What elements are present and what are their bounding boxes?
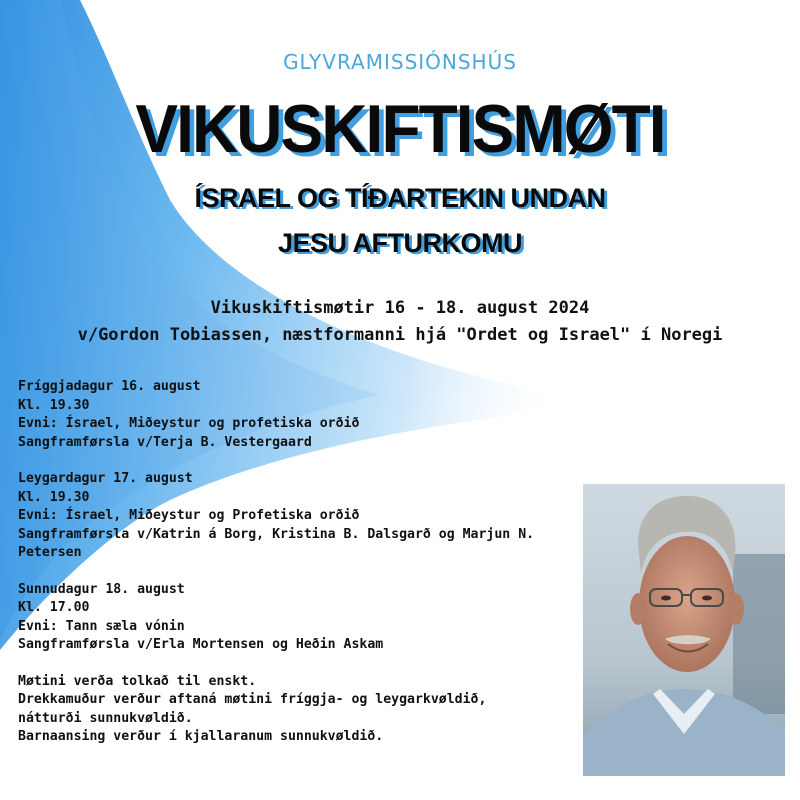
note-line: Møtini verða tolkað til enskt.: [18, 673, 257, 689]
day-music: Sangframførsla v/Terja B. Vestergaard: [18, 434, 312, 450]
notes-block: [18, 673, 578, 747]
subtitle-line-1: ÍSRAEL OG TÍÐARTEKIN UNDAN: [194, 183, 606, 213]
day-time: Kl. 19.30: [18, 397, 90, 413]
venue-name: GLYVRAMISSIÓNSHÚS: [283, 50, 517, 74]
note-line: nátturði sunnukvøldið.: [18, 710, 193, 726]
schedule: [18, 378, 578, 765]
day-heading: Sunnudagur 18. august: [18, 581, 185, 597]
subtitle-line-2: JESU AFTURKOMU: [277, 228, 522, 258]
day-music: Sangframførsla v/Katrin á Borg, Kristina B. Dalsgarð og Marjun N. Petersen: [18, 526, 543, 560]
day-heading: Leygardagur 17. august: [18, 471, 193, 486]
speaker-line: v/Gordon Tobiassen, næstformanni hjá "Ordet og Israel" í Noregi: [77, 325, 723, 345]
speaker-photo: [583, 484, 785, 776]
day-time: Kl. 17.00: [18, 600, 90, 615]
event-title: VIKUSKIFTISMØTI: [135, 91, 665, 167]
note-line: Barnaansing verður í kjallaranum sunnukvøldið.: [18, 729, 384, 744]
day-topic: Evni: Tann sæla vónin: [18, 618, 185, 634]
day-block-saturday: [18, 470, 578, 563]
day-music: Sangframførsla v/Erla Mortensen og Heðin Askam: [18, 637, 384, 652]
note-line: Drekkamuður verður aftaná møtini fríggja- og leygarkvøldið,: [18, 692, 487, 707]
day-heading: Fríggjadagur 16. august: [18, 379, 201, 394]
day-block-sunday: [18, 581, 578, 655]
day-block-friday: [18, 378, 578, 452]
day-topic: Evni: Ísrael, Miðeystur og profetiska orðið: [18, 416, 360, 431]
day-time: Kl. 19.30: [18, 489, 90, 505]
day-topic: Evni: Ísrael, Miðeystur og Profetiska orðið: [18, 508, 360, 523]
event-dates: Vikuskiftismøtir 16 - 18. august 2024: [210, 298, 590, 318]
